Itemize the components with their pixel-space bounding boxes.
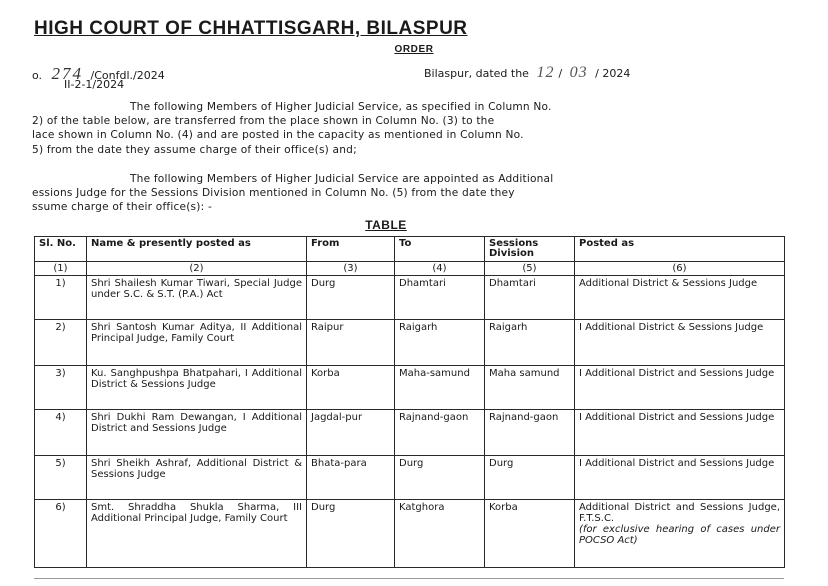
cell-name: Shri Dukhi Ram Dewangan, I Additional District and Sessions Judge bbox=[87, 410, 307, 456]
cell-from: Bhata-para bbox=[307, 456, 395, 500]
column-number-row bbox=[35, 262, 785, 276]
cell-division: Durg bbox=[485, 456, 575, 500]
dated-prefix: Bilaspur, dated the bbox=[424, 67, 529, 80]
cell-to: Katghora bbox=[395, 500, 485, 568]
column-number: (3) bbox=[307, 262, 395, 276]
cell-name: Shri Shailesh Kumar Tiwari, Special Judge under S.C. & S.T. (P.A.) Act bbox=[87, 276, 307, 320]
cell-to: Rajnand-gaon bbox=[395, 410, 485, 456]
cell-to: Maha-samund bbox=[395, 366, 485, 410]
posted-as-note: (for exclusive hearing of cases under POCSO Act) bbox=[579, 524, 780, 546]
table-row bbox=[35, 276, 785, 320]
column-number: (4) bbox=[395, 262, 485, 276]
column-number: (2) bbox=[87, 262, 307, 276]
column-number: (5) bbox=[485, 262, 575, 276]
table-row bbox=[35, 366, 785, 410]
cell-name: Shri Sheikh Ashraf, Additional District & Sessions Judge bbox=[87, 456, 307, 500]
column-number: (6) bbox=[575, 262, 785, 276]
cell-posted-as: I Additional District and Sessions Judge bbox=[575, 410, 785, 456]
dated-day: 12 bbox=[536, 64, 555, 81]
cell-division: Dhamtari bbox=[485, 276, 575, 320]
cell-sl-no: 2) bbox=[35, 320, 87, 366]
cell-posted-as: Additional District & Sessions Judge bbox=[575, 276, 785, 320]
cell-from: Raipur bbox=[307, 320, 395, 366]
date-line: Bilaspur, dated the 12 / 03 / 2024 bbox=[424, 64, 631, 81]
header-to: To bbox=[395, 237, 485, 262]
transfer-table bbox=[34, 236, 785, 568]
header-posted-as: Posted as bbox=[575, 237, 785, 262]
cell-name: Ku. Sanghpushpa Bhatpahari, I Additional District & Sessions Judge bbox=[87, 366, 307, 410]
cell-sl-no: 3) bbox=[35, 366, 87, 410]
dated-year: / 2024 bbox=[595, 67, 631, 80]
cell-sl-no: 6) bbox=[35, 500, 87, 568]
order-heading: ORDER bbox=[394, 44, 434, 55]
bottom-divider bbox=[34, 578, 784, 579]
cell-sl-no: 5) bbox=[35, 456, 87, 500]
cell-to: Dhamtari bbox=[395, 276, 485, 320]
paragraph-transfer bbox=[32, 100, 762, 157]
header-sessions-division: Sessions Division bbox=[485, 237, 575, 262]
paragraph-line: The following Members of Higher Judicial Service are appointed as Additional bbox=[130, 173, 554, 185]
table-row bbox=[35, 500, 785, 568]
cell-division: Maha samund bbox=[485, 366, 575, 410]
ref-sub-number: II-2-1/2024 bbox=[64, 78, 125, 91]
cell-sl-no: 4) bbox=[35, 410, 87, 456]
ref-prefix: o. bbox=[32, 69, 43, 82]
cell-division: Rajnand-gaon bbox=[485, 410, 575, 456]
header-sl-no: Sl. No. bbox=[35, 237, 87, 262]
paragraph-line: ssume charge of their office(s): - bbox=[32, 201, 212, 214]
cell-posted-as: I Additional District and Sessions Judge bbox=[575, 456, 785, 500]
dated-month: 03 bbox=[569, 64, 588, 81]
cell-division: Raigarh bbox=[485, 320, 575, 366]
paragraph-line: 5) from the date they assume charge of their office(s) and; bbox=[32, 143, 357, 156]
court-title: HIGH COURT OF CHHATTISGARH, BILASPUR bbox=[34, 18, 468, 39]
cell-name: Smt. Shraddha Shukla Sharma, III Additional Principal Judge, Family Court bbox=[87, 500, 307, 568]
cell-posted-as: I Additional District and Sessions Judge bbox=[575, 366, 785, 410]
cell-to: Durg bbox=[395, 456, 485, 500]
ref-number: 274 bbox=[51, 64, 84, 83]
cell-sl-no: 1) bbox=[35, 276, 87, 320]
table-title: TABLE bbox=[365, 218, 407, 232]
cell-from: Durg bbox=[307, 500, 395, 568]
header-name: Name & presently posted as bbox=[87, 237, 307, 262]
paragraph-line: essions Judge for the Sessions Division mentioned in Column No. (5) from the date they bbox=[32, 187, 515, 200]
table-row bbox=[35, 456, 785, 500]
ref-suffix: /Confdl./2024 bbox=[90, 69, 165, 82]
paragraph-line: 2) of the table below, are transferred from the place shown in Column No. (3) to the bbox=[32, 115, 495, 128]
cell-from: Durg bbox=[307, 276, 395, 320]
cell-name: Shri Santosh Kumar Aditya, II Additional Principal Judge, Family Court bbox=[87, 320, 307, 366]
cell-division: Korba bbox=[485, 500, 575, 568]
paragraph-line: The following Members of Higher Judicial Service, as specified in Column No. bbox=[130, 101, 552, 113]
column-number: (1) bbox=[35, 262, 87, 276]
posted-as-text: Additional District and Sessions Judge, F.T.S.C. bbox=[579, 502, 780, 524]
cell-from: Korba bbox=[307, 366, 395, 410]
cell-posted-as: I Additional District & Sessions Judge bbox=[575, 320, 785, 366]
header-from: From bbox=[307, 237, 395, 262]
table-header-row bbox=[35, 237, 785, 262]
paragraph-line: lace shown in Column No. (4) and are posted in the capacity as mentioned in Column No. bbox=[32, 129, 524, 142]
cell-from: Jagdal-pur bbox=[307, 410, 395, 456]
cell-posted-as bbox=[575, 500, 785, 568]
cell-to: Raigarh bbox=[395, 320, 485, 366]
table-row bbox=[35, 410, 785, 456]
paragraph-appointment bbox=[32, 172, 762, 215]
table-row bbox=[35, 320, 785, 366]
